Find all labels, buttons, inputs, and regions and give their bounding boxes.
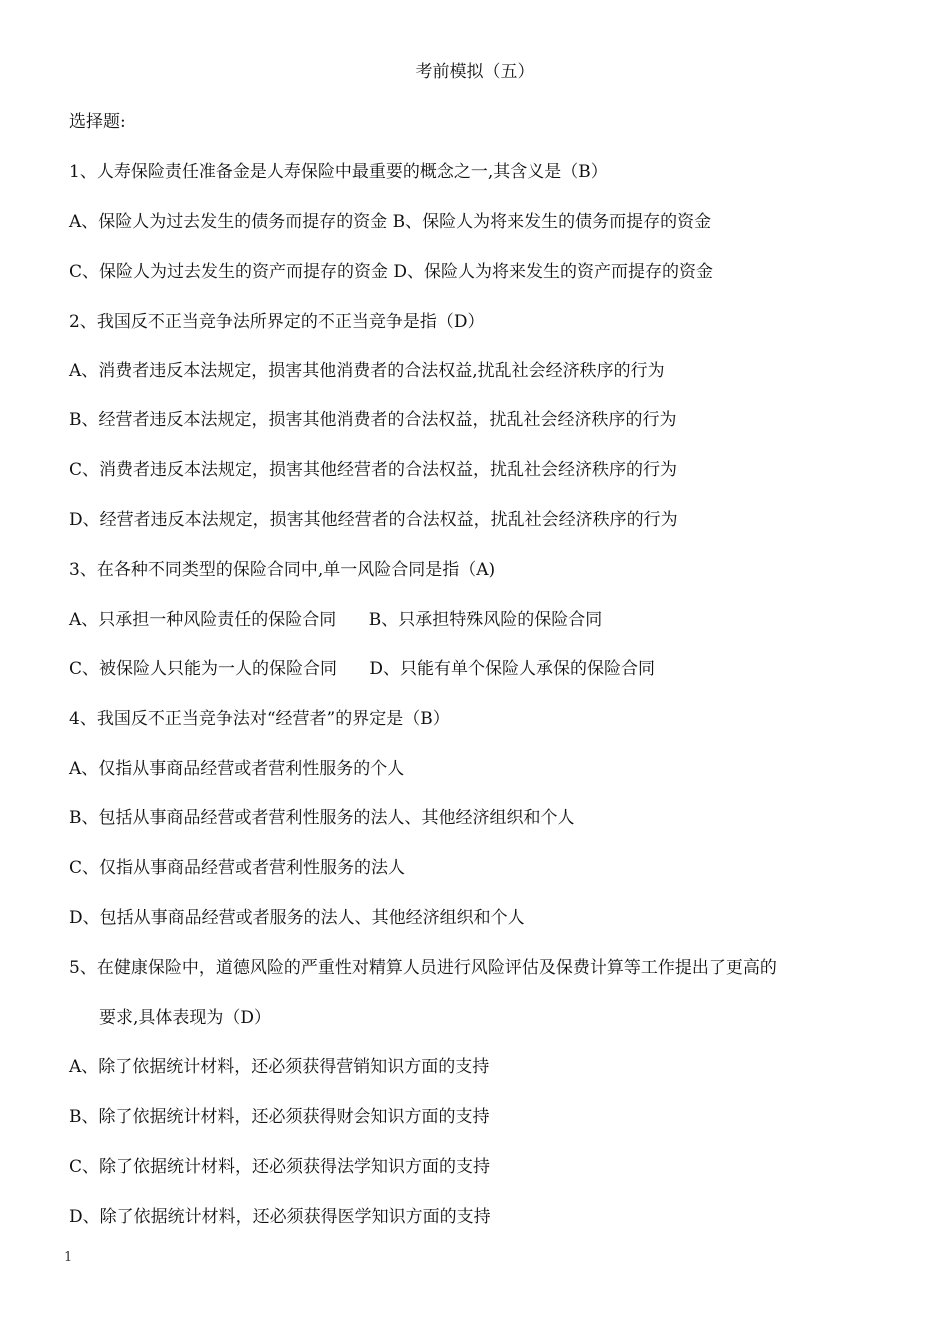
question-2-option-b: B、经营者违反本法规定，损害其他消费者的合法权益，扰乱社会经济秩序的行为 — [69, 410, 677, 430]
question-5-continuation: 要求,具体表现为（D） — [99, 1008, 272, 1028]
question-1-options-cd: C、保险人为过去发生的资产而提存的资金 D、保险人为将来发生的资产而提存的资金 — [69, 262, 714, 282]
question-2-option-d: D、经营者违反本法规定，损害其他经营者的合法权益，扰乱社会经济秩序的行为 — [69, 510, 678, 530]
page-number: 1 — [64, 1250, 73, 1265]
question-1-options-ab: A、保险人为过去发生的债务而提存的资金 B、保险人为将来发生的债务而提存的资金 — [69, 212, 712, 232]
question-4: 4、我国反不正当竞争法对“经营者”的界定是（B） — [69, 709, 450, 729]
question-2-option-a: A、消费者违反本法规定，损害其他消费者的合法权益,扰乱社会经济秩序的行为 — [69, 361, 665, 381]
question-5-option-a: A、除了依据统计材料，还必须获得营销知识方面的支持 — [69, 1057, 490, 1077]
question-3: 3、在各种不同类型的保险合同中,单一风险合同是指（A) — [69, 560, 496, 580]
question-5-option-b: B、除了依据统计材料，还必须获得财会知识方面的支持 — [69, 1107, 490, 1127]
question-3-options-cd: C、被保险人只能为一人的保险合同 D、只能有单个保险人承保的保险合同 — [69, 659, 656, 679]
question-4-option-c: C、仅指从事商品经营或者营利性服务的法人 — [69, 858, 406, 878]
question-4-option-a: A、仅指从事商品经营或者营利性服务的个人 — [69, 759, 405, 779]
question-3-options-ab: A、只承担一种风险责任的保险合同 B、只承担特殊风险的保险合同 — [69, 610, 603, 630]
question-2-option-c: C、消费者违反本法规定，损害其他经营者的合法权益，扰乱社会经济秩序的行为 — [69, 460, 678, 480]
question-5: 5、在健康保险中，道德风险的严重性对精算人员进行风险评估及保费计算等工作提出了更高的 — [69, 958, 777, 978]
question-5-option-d: D、除了依据统计材料，还必须获得医学知识方面的支持 — [69, 1207, 491, 1227]
question-2: 2、我国反不正当竞争法所界定的不正当竞争是指（D） — [69, 312, 485, 332]
question-4-option-d: D、包括从事商品经营或者服务的法人、其他经济组织和个人 — [69, 908, 525, 928]
page-title: 考前模拟（五） — [415, 62, 535, 82]
question-4-option-b: B、包括从事商品经营或者营利性服务的法人、其他经济组织和个人 — [69, 808, 575, 828]
question-1: 1、人寿保险责任准备金是人寿保险中最重要的概念之一,其含义是（B） — [69, 162, 608, 182]
section-label: 选择题: — [69, 112, 126, 132]
question-5-option-c: C、除了依据统计材料，还必须获得法学知识方面的支持 — [69, 1157, 491, 1177]
